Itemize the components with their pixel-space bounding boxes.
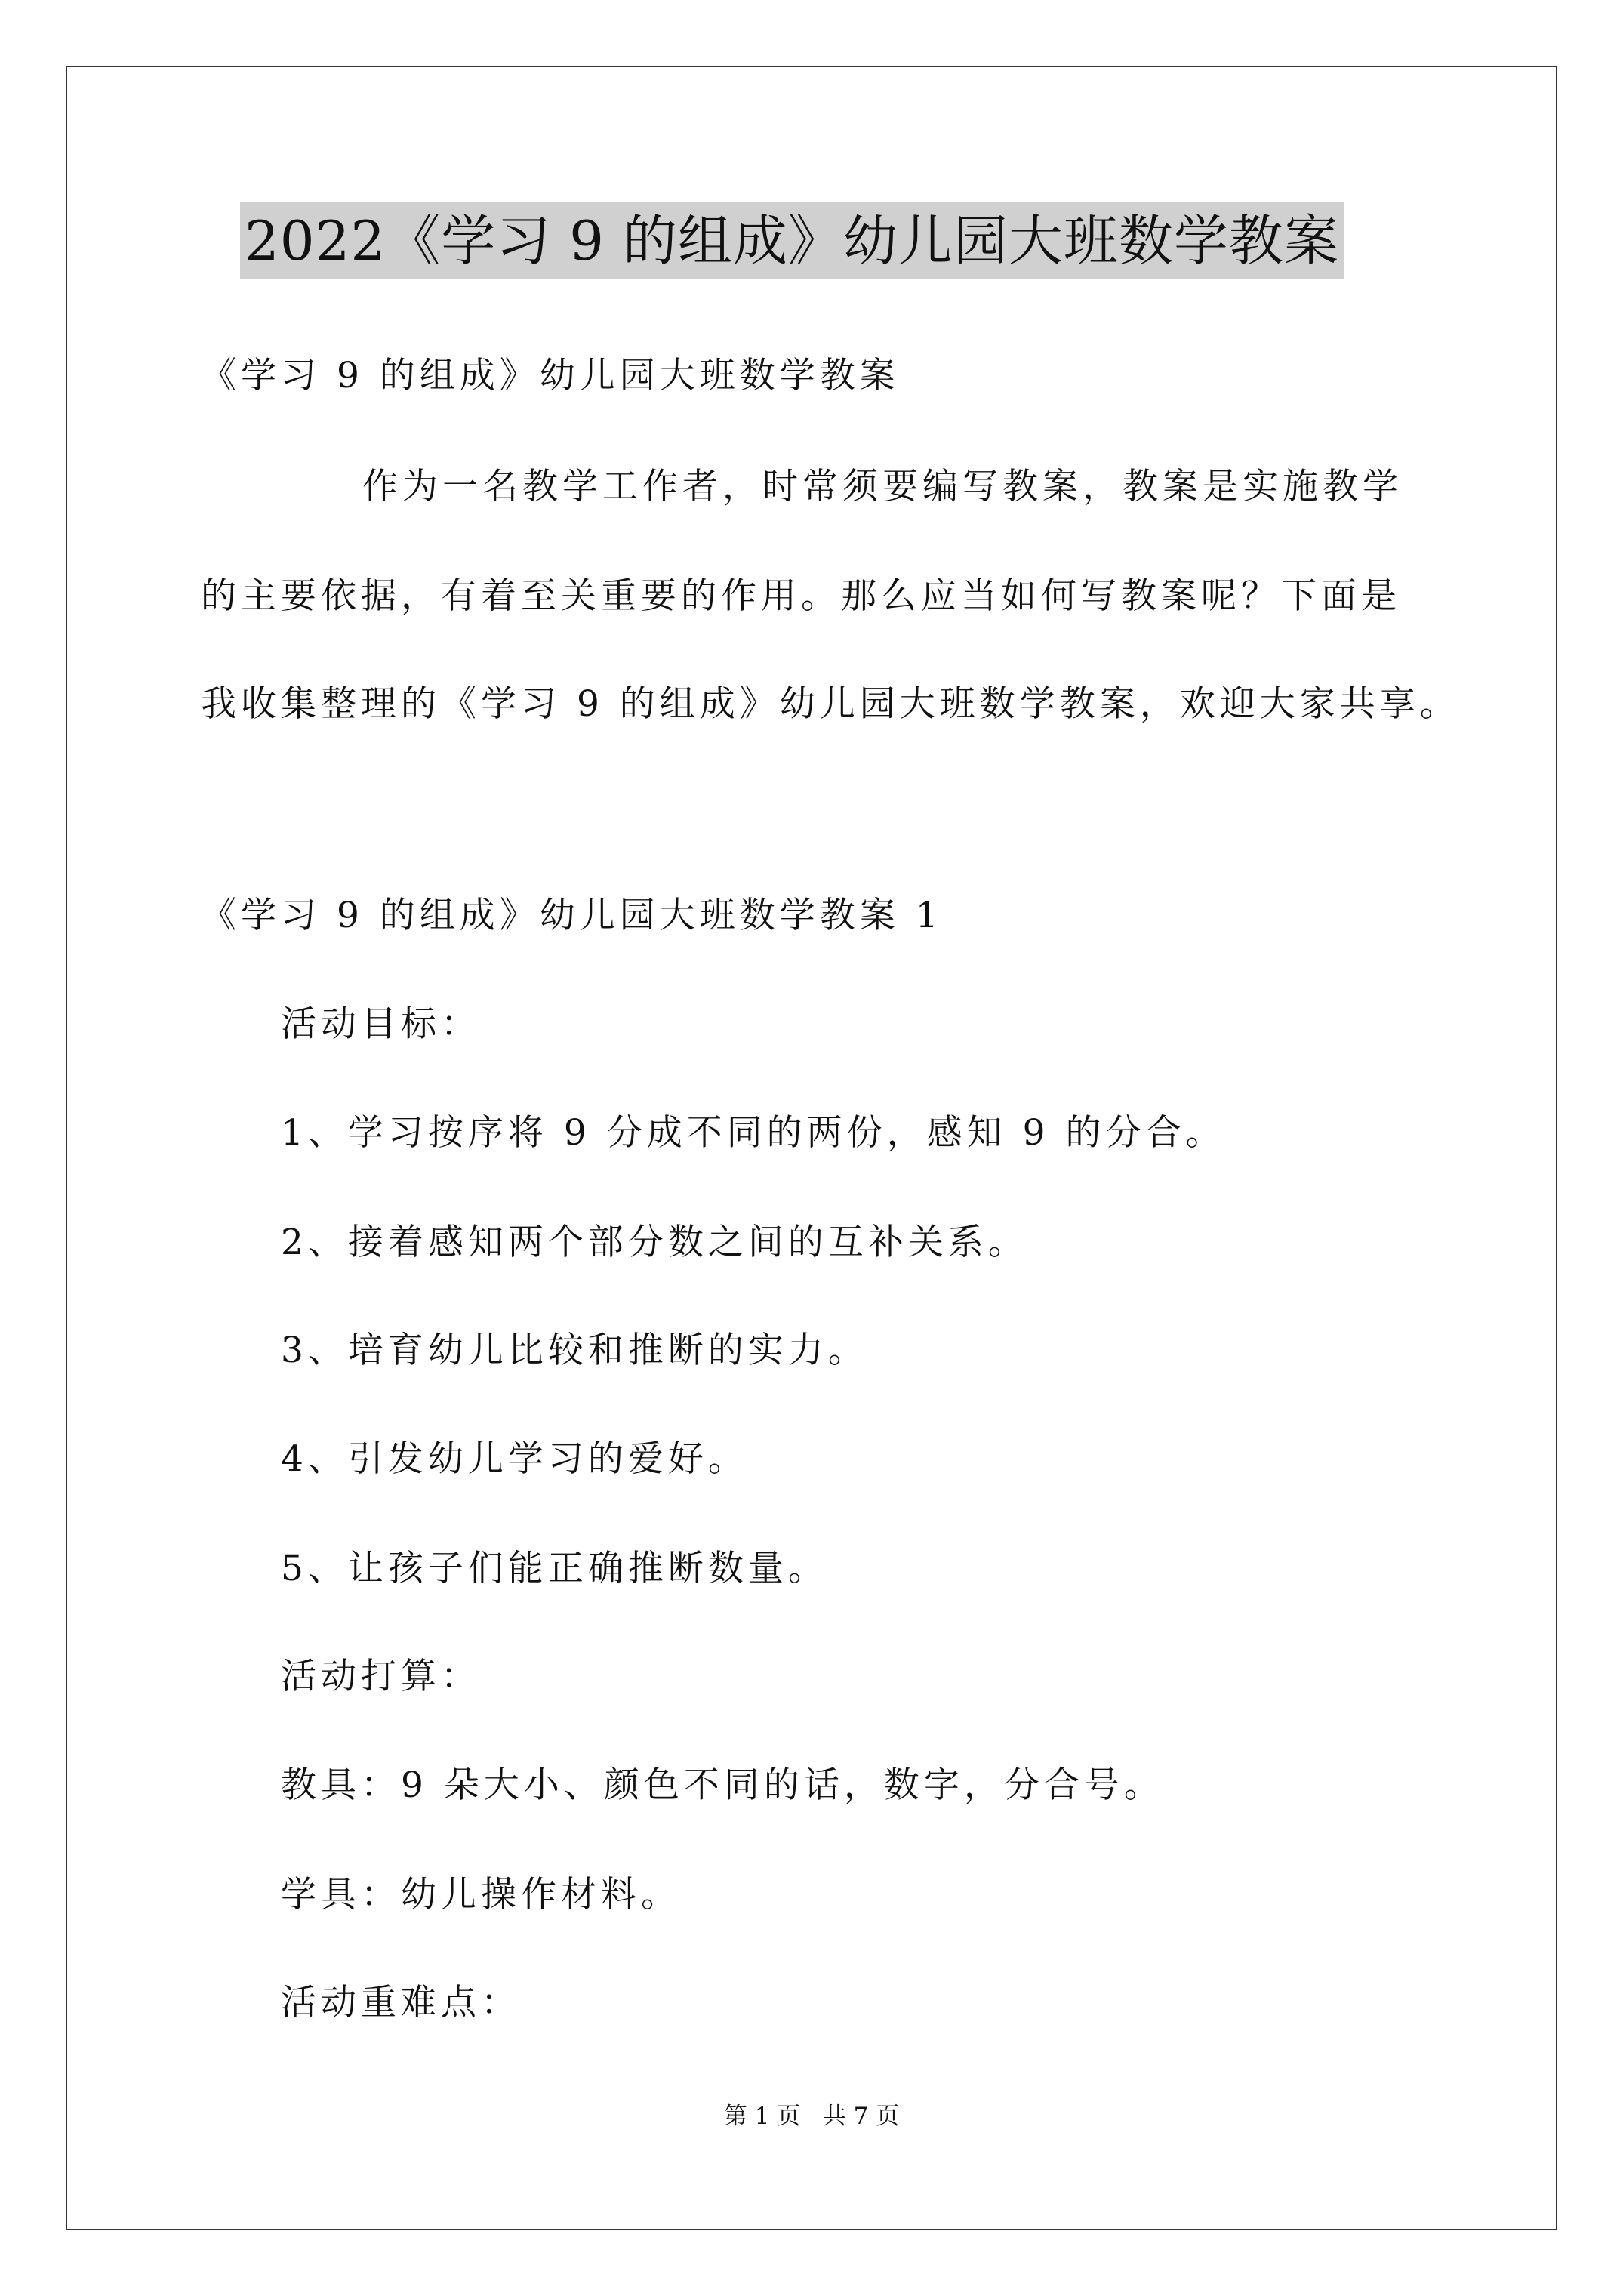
goal-item: 3、培育幼儿比较和推断的实力。 [281, 1330, 868, 1371]
intro-line-1: 作为一名教学工作者，时常须要编写教案，教案是实施教学 [362, 466, 1403, 507]
intro-line-3: 我收集整理的《学习 9 的组成》幼儿园大班数学教案，欢迎大家共享。 [201, 683, 1460, 725]
learning-aids: 学具：幼儿操作材料。 [281, 1874, 681, 1915]
intro-line-2: 的主要依据，有着至关重要的作用。那么应当如何写教案呢？下面是 [201, 575, 1401, 617]
section-heading: 《学习 9 的组成》幼儿园大班数学教案 1 [201, 895, 943, 936]
goal-item: 2、接着感知两个部分数之间的互补关系。 [281, 1222, 1028, 1263]
document-title: 2022《学习 9 的组成》幼儿园大班数学教案 [240, 202, 1344, 279]
page-number: 第 1 页 共 7 页 [723, 2103, 900, 2130]
goal-item: 5、让孩子们能正确推断数量。 [281, 1548, 828, 1589]
goal-item: 4、引发幼儿学习的爱好。 [281, 1438, 748, 1480]
key-points-heading: 活动重难点： [281, 1982, 521, 2023]
preparation-heading: 活动打算： [281, 1656, 481, 1697]
goals-heading: 活动目标： [281, 1003, 481, 1045]
goal-item: 1、学习按序将 9 分成不同的两份，感知 9 的分合。 [281, 1112, 1226, 1154]
teaching-aids: 教具：9 朵大小、颜色不同的话，数字，分合号。 [281, 1764, 1164, 1806]
document-subtitle: 《学习 9 的组成》幼儿园大班数学教案 [201, 355, 900, 396]
